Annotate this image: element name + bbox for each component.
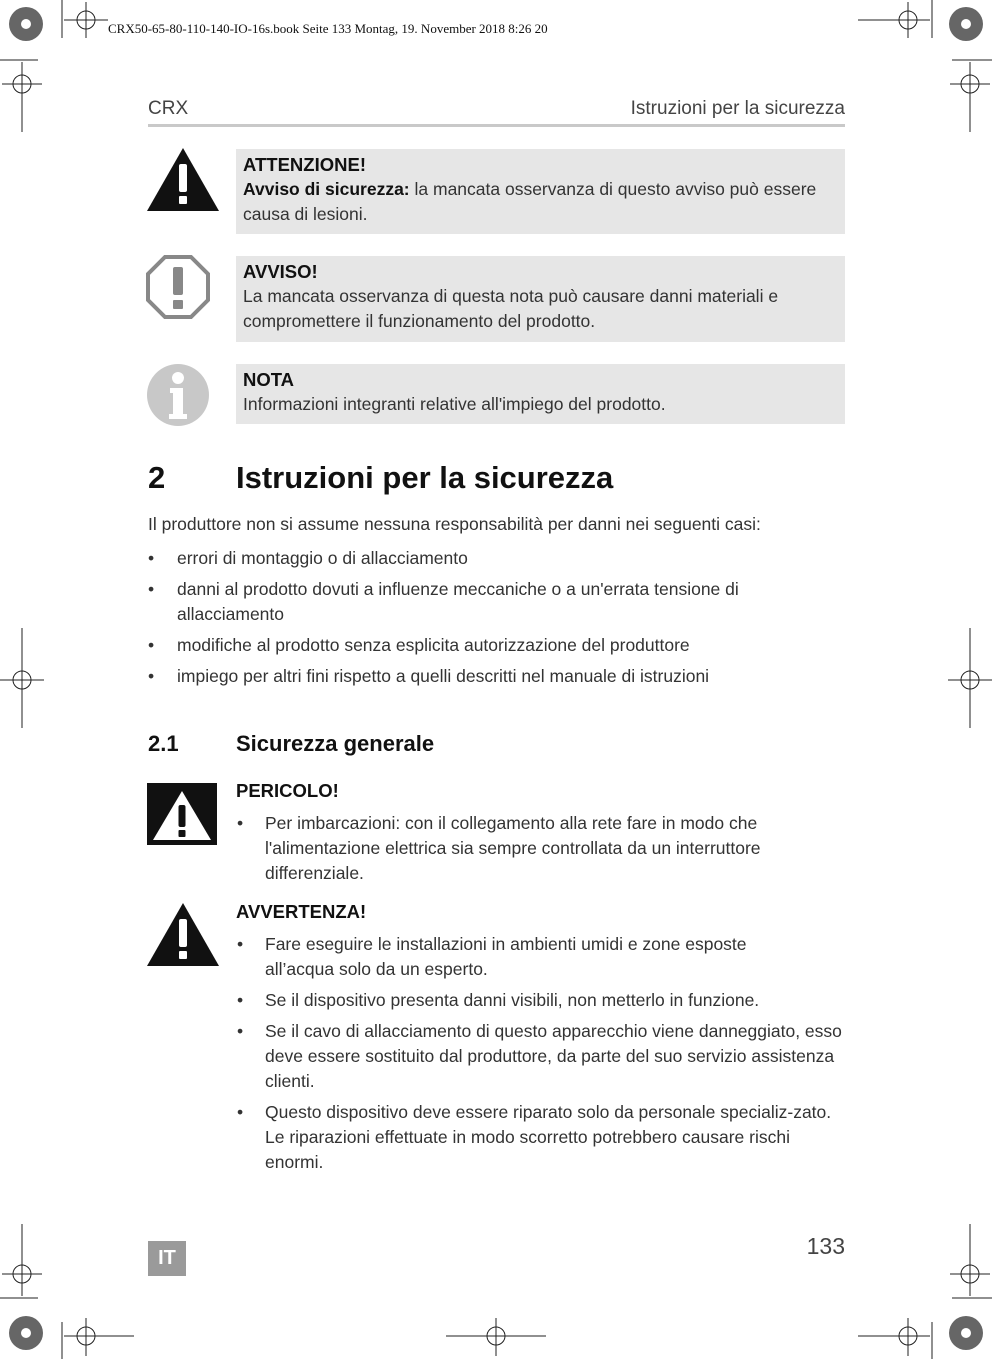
notice-attenzione (236, 149, 845, 234)
header-rule (148, 124, 845, 127)
list-item: • Se il dispositivo presenta danni visibili, non metterlo in funzione. (236, 988, 848, 1013)
pericolo-title: PERICOLO! (236, 780, 339, 801)
notice-nota (236, 364, 845, 424)
notice-attenzione-text (243, 177, 837, 227)
warning-triangle-icon (147, 148, 219, 211)
avvertenza-list (236, 932, 848, 1181)
info-icon (146, 363, 210, 427)
notice-nota-text: Informazioni integranti relative all'impiego del prodotto. (243, 394, 666, 414)
list-item: • danni al prodotto dovuti a influenze meccaniche o a un'errata tensione di allacciamento (148, 577, 848, 627)
list-item: • Per imbarcazioni: con il collegamento alla rete fare in modo che l'alimentazione elettrica sia sempre controllata da un interruttore differenziale. (236, 811, 848, 886)
header-left: CRX (148, 98, 189, 119)
section-2-number: 2 (148, 460, 166, 495)
avvertenza-title: AVVERTENZA! (236, 901, 367, 922)
list-item: • Fare eseguire le installazioni in ambienti umidi e zone esposte all’acqua solo da un esperto. (236, 932, 848, 982)
section-2-intro: Il produttore non si assume nessuna responsabilità per danni nei seguenti casi: (148, 514, 761, 534)
pericolo-list (236, 811, 848, 892)
section-2-title: Istruzioni per la sicurezza (236, 460, 614, 495)
section-2-1-number: 2.1 (148, 731, 179, 756)
list-item: • modifiche al prodotto senza esplicita autorizzazione del produttore (148, 633, 848, 658)
section-2-bullet-list (148, 546, 848, 689)
notice-attenzione-body: la mancata osservanza di questo avviso può essere causa di lesioni. (243, 179, 817, 224)
list-item: • errori di montaggio o di allacciamento (148, 546, 848, 571)
notice-attenzione-lead: Avviso di sicurezza: (243, 179, 410, 199)
list-item: • Questo dispositivo deve essere riparato solo da personale specializ-zato. Le riparazioni effettuate in modo scorretto potrebbero causare rischi enormi. (236, 1100, 848, 1175)
header-right: Istruzioni per la sicurezza (630, 98, 845, 119)
warning-triangle-icon (147, 903, 219, 966)
notice-avviso-text: La mancata osservanza di questa nota può causare danni materiali e compromettere il funzionamento del prodotto. (243, 286, 779, 331)
notice-avviso (236, 256, 845, 342)
danger-triangle-icon (147, 783, 217, 845)
notice-nota-title: NOTA (243, 369, 295, 390)
section-2-1-title: Sicurezza generale (236, 731, 435, 756)
list-item: • Se il cavo di allacciamento di questo apparecchio viene danneggiato, esso deve essere sostituito dal produttore, da parte del suo servizio assistenza clienti. (236, 1019, 848, 1094)
notice-attenzione-title: ATTENZIONE! (243, 154, 366, 175)
print-info-line: CRX50-65-80-110-140-IO-16s.book Seite 133 Montag, 19. November 2018 8:26 20 (108, 21, 548, 36)
notice-avviso-title: AVVISO! (243, 261, 318, 282)
page-number: 133 (806, 1233, 845, 1259)
list-item: • impiego per altri fini rispetto a quelli descritti nel manuale di istruzioni (148, 664, 848, 689)
language-tab: IT (148, 1241, 186, 1276)
octagon-exclamation-icon (146, 255, 210, 319)
